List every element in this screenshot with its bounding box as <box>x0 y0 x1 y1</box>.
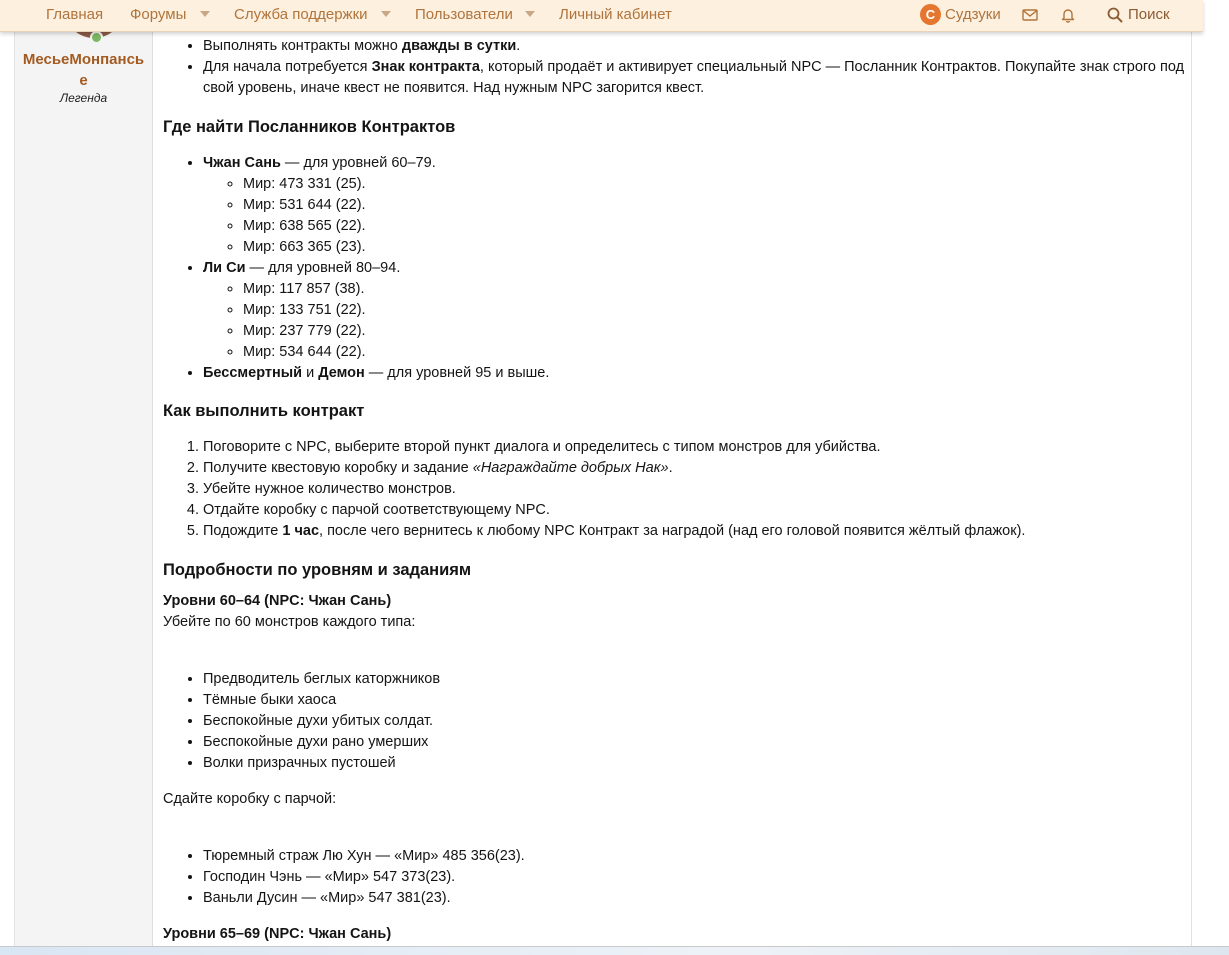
list-item: ◦ Мир: 531 644 (22). <box>243 195 1188 216</box>
online-status-icon <box>90 31 103 44</box>
chevron-down-icon[interactable] <box>525 11 535 17</box>
receiver-list <box>163 846 1188 909</box>
nav-support-link[interactable]: Служба поддержки <box>234 6 368 23</box>
chevron-down-icon[interactable] <box>200 11 210 17</box>
list-item: 5. Подождите 1 час, после чего вернитесь к любому NPC Контракт за наградой (над его головой появится жёлтый флажок). <box>203 521 1188 542</box>
location-list <box>203 174 1188 258</box>
list-item: • Ли Си — для уровней 80–94. ◦ Мир: 117 857 (38). ◦ Мир: 133 751 (22). ◦ Мир: 237 779 (22). ◦ Мир: 534 644 (22). <box>203 258 1188 363</box>
deliver-instructions: Сдайте коробку с парчой: <box>163 791 337 807</box>
nav-users-link[interactable]: Пользователи <box>415 6 513 23</box>
list-item: • Чжан Сань — для уровней 60–79. ◦ Мир: 473 331 (25). ◦ Мир: 531 644 (22). ◦ Мир: 638 565 (22). ◦ Мир: 663 365 (23). <box>203 153 1188 258</box>
list-item: 1. Поговорите с NPC, выберите второй пункт диалога и определитесь с типом монстров для убийства. <box>203 437 1188 458</box>
section-heading-find: Где найти Посланников Контрактов <box>163 118 456 136</box>
steps-list <box>163 437 1188 542</box>
list-item: ◦ Мир: 473 331 (25). <box>243 174 1188 195</box>
level-instructions: Убейте по 60 монстров каждого типа: <box>163 614 416 630</box>
level-title: Уровни 60–64 (NPC: Чжан Сань) <box>163 593 392 609</box>
list-item: • Для начала потребуется Знак контракта, который продаёт и активирует специальный NPC — Посланник Контрактов. Покупайте знак строго под свой уровень, иначе квест не появится. Над нужным NPC загорится квест. <box>203 57 1188 99</box>
message-user-sidebar <box>14 0 153 955</box>
list-item: • Беспокойные духи рано умерших <box>203 732 1188 753</box>
intro-list <box>163 36 1188 99</box>
list-item: • Волки призрачных пустошей <box>203 753 1188 774</box>
list-item: ◦ Мир: 663 365 (23). <box>243 237 1188 258</box>
list-item: 4. Отдайте коробку с парчой соответствующему NPC. <box>203 500 1188 521</box>
taskbar-strip <box>0 946 1229 955</box>
list-item: • Бессмертный и Демон — для уровней 95 и выше. <box>203 363 1188 384</box>
list-item: ◦ Мир: 237 779 (22). <box>243 321 1188 342</box>
list-item: ◦ Мир: 534 644 (22). <box>243 342 1188 363</box>
list-item: ◦ Мир: 638 565 (22). <box>243 216 1188 237</box>
list-item: • Тюремный страж Лю Хун — «Мир» 485 356(23). <box>203 846 1188 867</box>
section-heading-howto: Как выполнить контракт <box>163 402 365 420</box>
list-item: • Ваньли Дусин — «Мир» 547 381(23). <box>203 888 1188 909</box>
user-account-link[interactable]: Судзуки <box>945 6 1001 23</box>
list-item: • Выполнять контракты можно дважды в сутки. <box>203 36 1188 57</box>
chevron-down-icon[interactable] <box>381 11 391 17</box>
list-item: • Предводитель беглых каторжников <box>203 669 1188 690</box>
list-item: 2. Получите квестовую коробку и задание «Награждайте добрых Нак». <box>203 458 1188 479</box>
list-item: • Беспокойные духи убитых солдат. <box>203 711 1188 732</box>
nav-forums-link[interactable]: Форумы <box>130 6 187 23</box>
page-scrollbar-area[interactable] <box>1203 0 1229 955</box>
list-item: ◦ Мир: 117 857 (38). <box>243 279 1188 300</box>
post-content <box>163 0 1188 945</box>
list-item: • Господин Чэнь — «Мир» 547 373(23). <box>203 867 1188 888</box>
list-item: 3. Убейте нужное количество монстров. <box>203 479 1188 500</box>
user-rank-title: Легенда <box>59 91 108 105</box>
search-icon[interactable] <box>1106 6 1124 24</box>
monster-list <box>163 669 1188 774</box>
list-item: • Тёмные быки хаоса <box>203 690 1188 711</box>
user-avatar[interactable]: С <box>920 4 941 25</box>
envelope-icon[interactable] <box>1021 6 1039 24</box>
npc-list <box>163 153 1188 384</box>
level-title: Уровни 65–69 (NPC: Чжан Сань) <box>163 926 392 942</box>
location-list <box>203 279 1188 363</box>
top-navigation-bar <box>0 0 1203 32</box>
list-item: ◦ Мир: 133 751 (22). <box>243 300 1188 321</box>
nav-home-link[interactable]: Главная <box>46 6 104 23</box>
section-heading-details: Подробности по уровням и заданиям <box>163 561 472 579</box>
bell-icon[interactable] <box>1059 6 1077 24</box>
username-link[interactable]: МесьеМонпансье <box>22 51 145 89</box>
nav-account-link[interactable]: Личный кабинет <box>559 6 672 23</box>
search-button[interactable]: Поиск <box>1128 6 1170 23</box>
